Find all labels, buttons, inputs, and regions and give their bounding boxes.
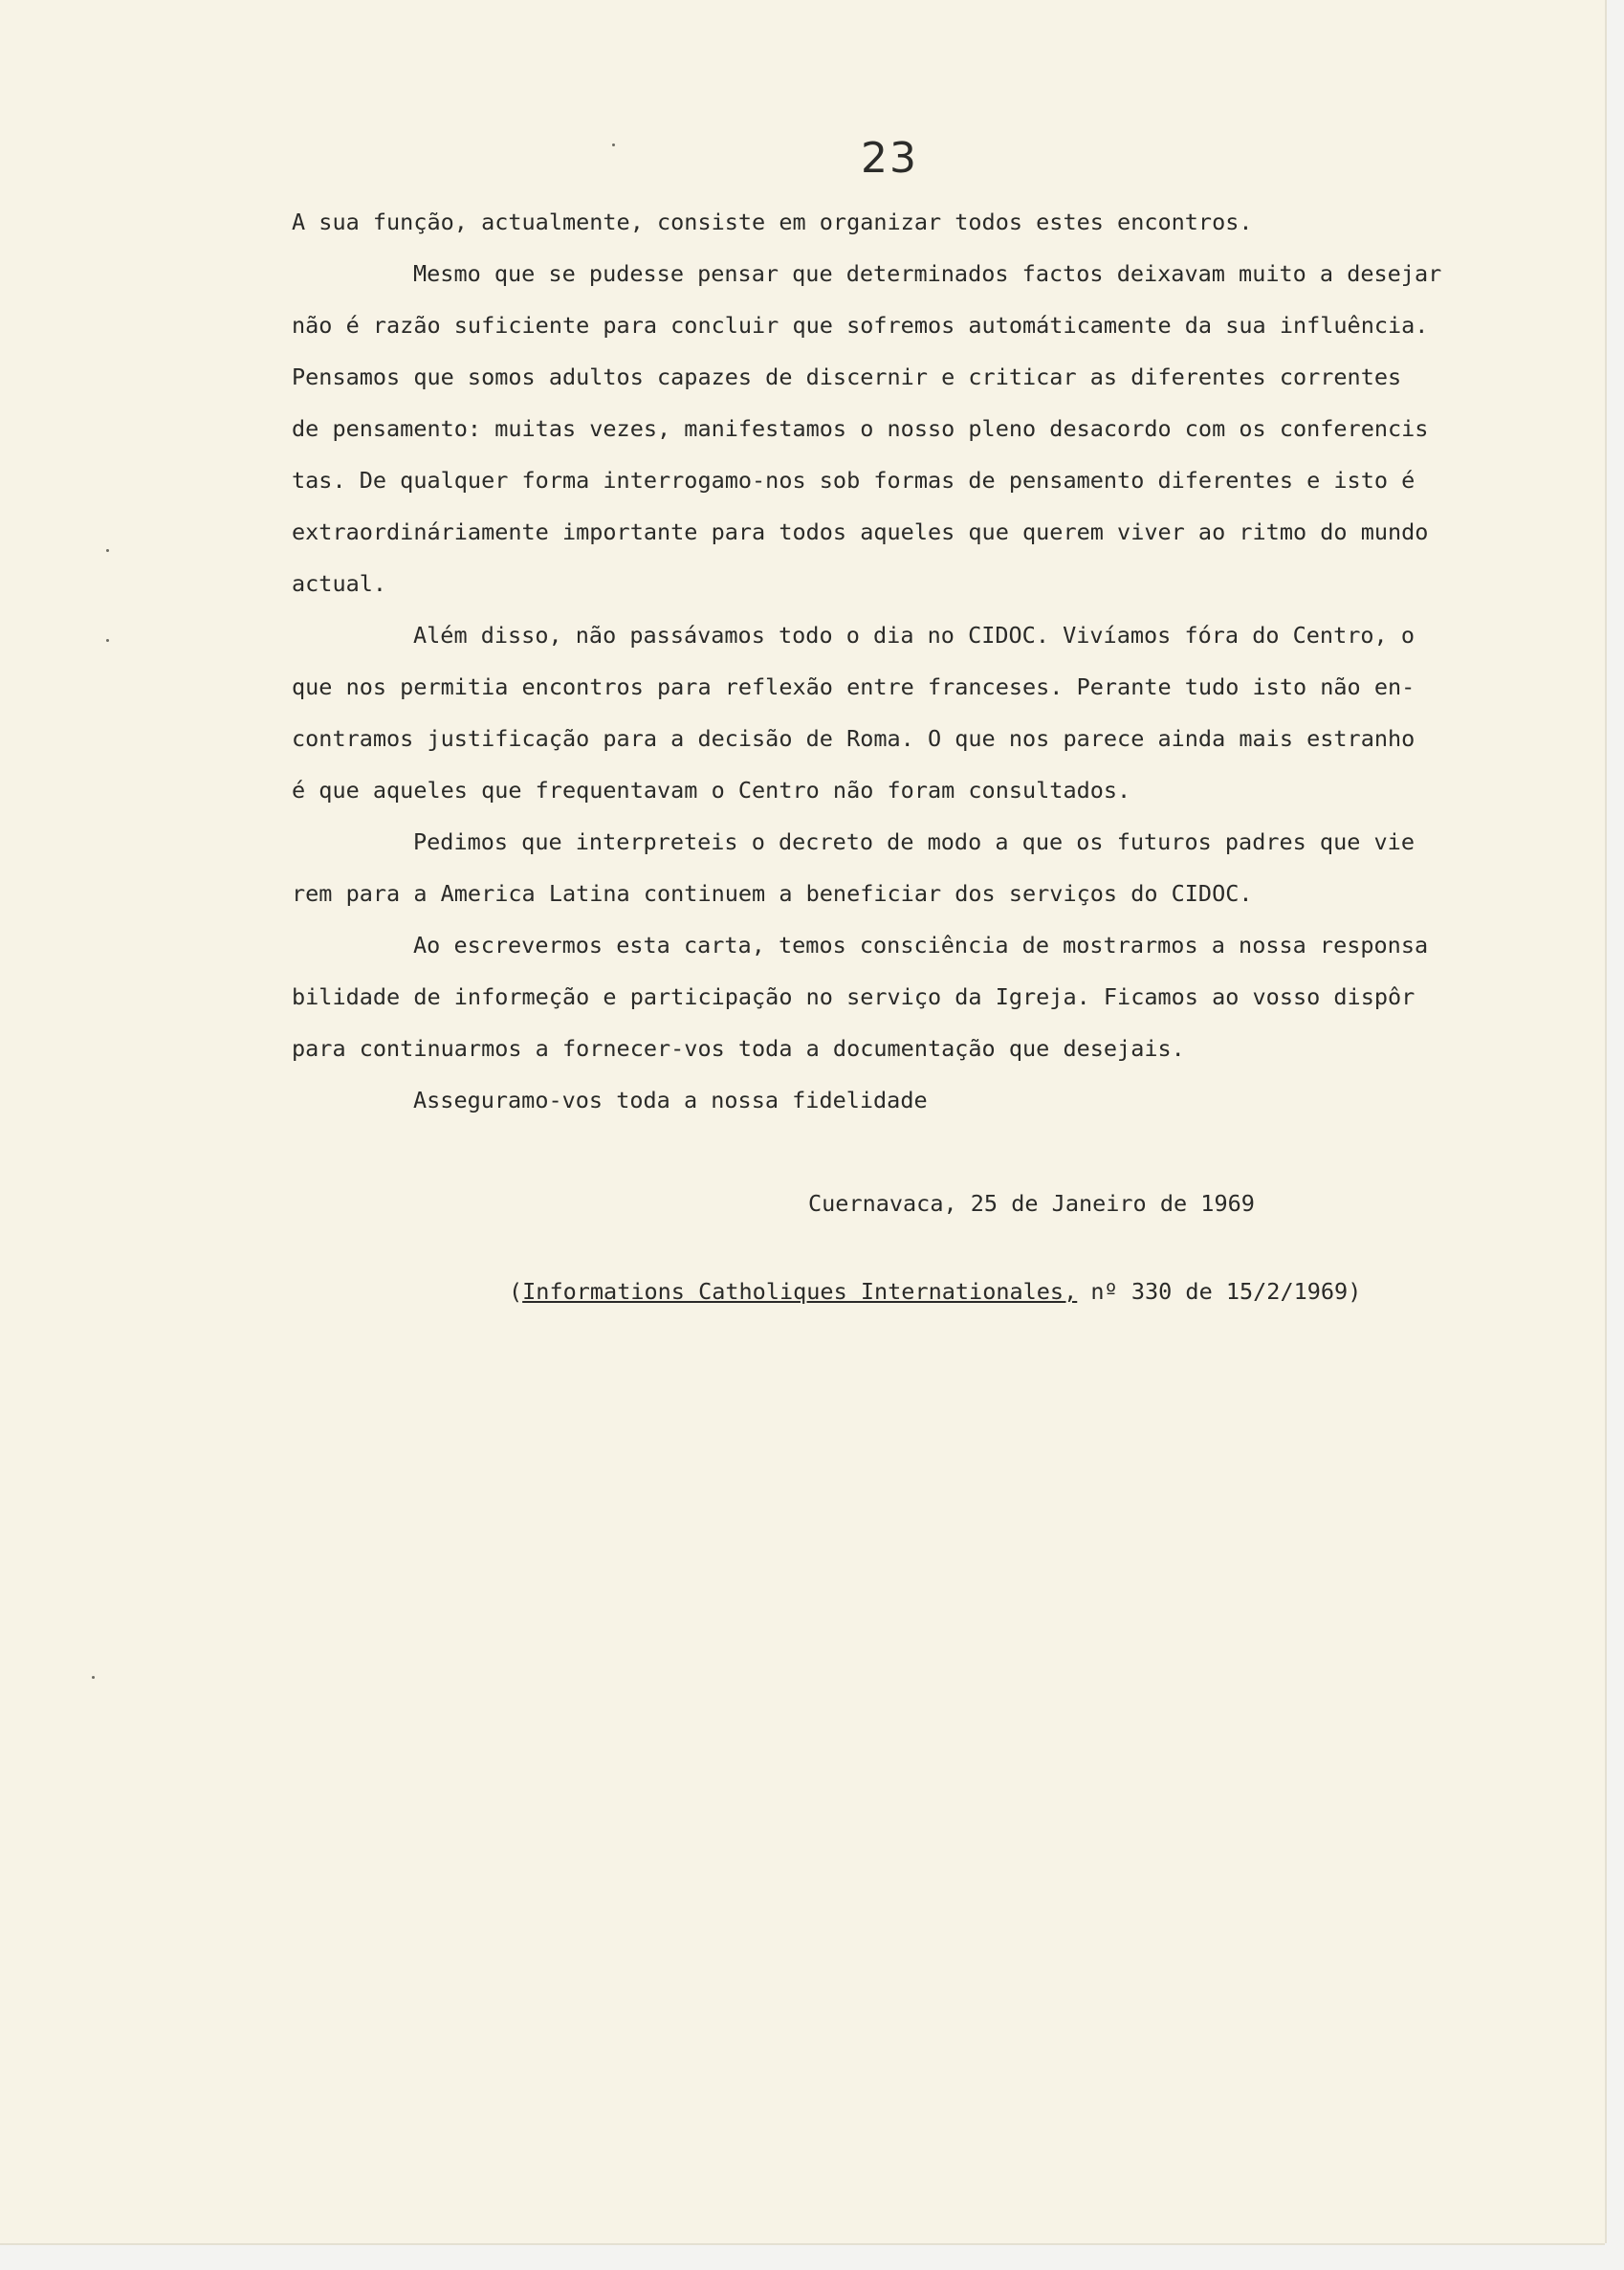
paper-speck — [106, 549, 109, 552]
text-line: bilidade de informeção e participação no serviço da Igreja. Ficamos ao vosso dispôr — [292, 983, 1416, 1010]
text-line: de pensamento: muitas vezes, manifestamos o nosso pleno desacordo com os conferencis — [292, 415, 1429, 442]
page-number: 23 — [861, 134, 918, 183]
text-line: actual. — [292, 570, 387, 597]
text-line: Pensamos que somos adultos capazes de discernir e criticar as diferentes correntes — [292, 364, 1402, 390]
text-line: é que aqueles que frequentavam o Centro não foram consultados. — [292, 777, 1131, 804]
text-line: não é razão suficiente para concluir que sofremos automáticamente da sua influência. — [292, 312, 1429, 339]
text-line: Além disso, não passávamos todo o dia no CIDOC. Vivíamos fóra do Centro, o — [413, 622, 1415, 649]
place-and-date: Cuernavaca, 25 de Janeiro de 1969 — [808, 1190, 1255, 1217]
text-line: para continuarmos a fornecer-vos toda a documentação que desejais. — [292, 1035, 1185, 1062]
text-line: rem para a America Latina continuem a beneficiar dos serviços do CIDOC. — [292, 880, 1253, 907]
text-line: Pedimos que interpreteis o decreto de modo a que os futuros padres que vie — [413, 828, 1415, 855]
paper-speck — [612, 143, 615, 146]
paper-speck — [106, 639, 109, 642]
paper-speck — [92, 1676, 95, 1679]
text-line: Mesmo que se pudesse pensar que determinados factos deixavam muito a desejar — [413, 260, 1442, 287]
text-line: A sua função, actualmente, consiste em organizar todos estes encontros. — [292, 209, 1253, 235]
publication-title: Informations Catholiques Internationales, — [522, 1278, 1078, 1305]
reverse-side-show-through-title — [669, 77, 1148, 126]
letter-body — [292, 196, 1564, 1126]
text-line: Ao escrevermos esta carta, temos consciência de mostrarmos a nossa responsa — [413, 932, 1429, 959]
citation-details: nº 330 de 15/2/1969) — [1077, 1278, 1362, 1305]
closing-line: Asseguramo-vos toda a nossa fidelidade — [413, 1087, 928, 1113]
text-line: extraordináriamente importante para todos aqueles que querem viver ao ritmo do mundo — [292, 518, 1429, 545]
text-line: que nos permitia encontros para reflexão entre franceses. Perante tudo isto não en- — [292, 673, 1416, 700]
text-line: tas. De qualquer forma interrogamo-nos sob formas de pensamento diferentes e isto é — [292, 467, 1416, 494]
source-citation — [509, 1278, 1361, 1305]
citation-open-paren: ( — [509, 1278, 523, 1305]
text-line: contramos justificação para a decisão de Roma. O que nos parece ainda mais estranho — [292, 725, 1416, 752]
